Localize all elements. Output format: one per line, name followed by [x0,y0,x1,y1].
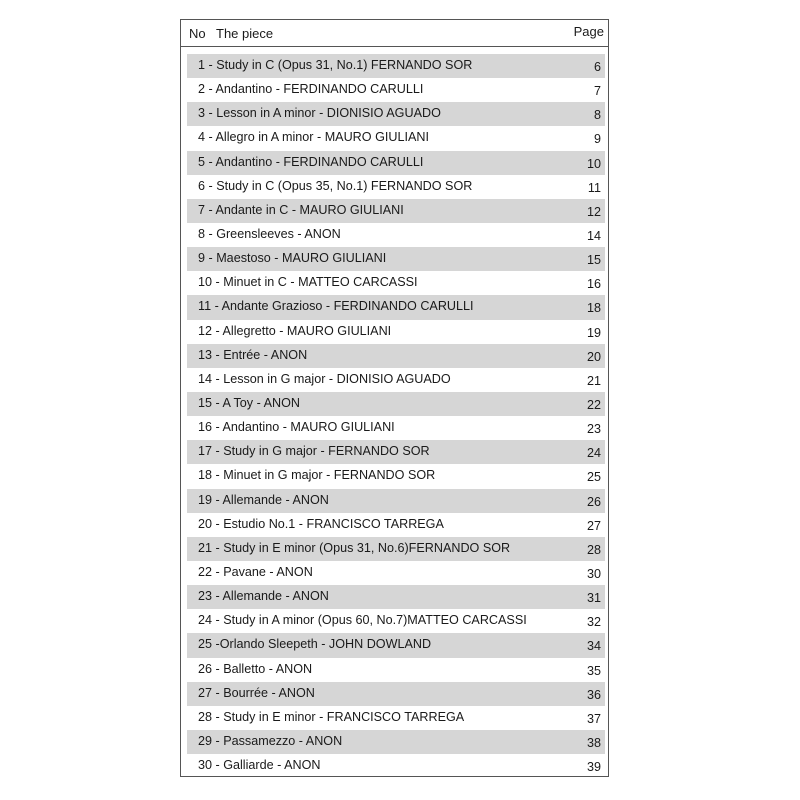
page-number: 26 [586,494,601,509]
page-number: 18 [586,301,601,316]
page-number: 14 [586,228,601,243]
piece-title: 9 - Maestoso - MAURO GIULIANI [198,251,387,266]
page-number: 31 [586,591,601,606]
page-number: 25 [586,470,601,485]
list-item [187,440,605,464]
list-item [187,754,605,778]
list-item [187,199,605,223]
list-item [187,247,605,271]
page-number: 15 [586,253,601,268]
page-number: 21 [586,373,601,388]
table-of-contents [180,19,609,777]
page-number: 7 [593,84,601,99]
page-number: 10 [586,156,601,171]
list-item [187,730,605,754]
page-number: 8 [593,108,601,123]
piece-title: 7 - Andante in C - MAURO GIULIANI [198,202,404,217]
list-item [187,706,605,730]
page-number: 19 [586,325,601,340]
page-number: 32 [586,615,601,630]
list-item [187,464,605,488]
piece-title: 20 - Estudio No.1 - FRANCISCO TARREGA [198,516,444,531]
page-number: 23 [586,422,601,437]
page-number: 34 [586,639,601,654]
list-item [187,658,605,682]
table-header [181,20,608,47]
list-item [187,175,605,199]
page-number: 30 [586,566,601,581]
list-item [187,271,605,295]
piece-title: 2 - Andantino - FERDINANDO CARULLI [198,82,424,97]
piece-title: 14 - Lesson in G major - DIONISIO AGUADO [198,371,451,386]
list-item [187,54,605,78]
list-item [187,223,605,247]
piece-title: 5 - Andantino - FERDINANDO CARULLI [198,154,424,169]
piece-title: 22 - Pavane - ANON [198,564,313,579]
list-item [187,416,605,440]
page-number: 27 [586,518,601,533]
piece-title: 21 - Study in E minor (Opus 31, No.6)FERNANDO SOR [198,540,511,555]
piece-title: 24 - Study in A minor (Opus 60, No.7)MATTEO CARCASSI [198,613,527,628]
piece-title: 23 - Allemande - ANON [198,589,329,604]
page-number: 24 [586,446,601,461]
list-item [187,537,605,561]
list-item [187,368,605,392]
list-item [187,609,605,633]
list-item [187,585,605,609]
page-number: 39 [586,760,601,775]
piece-title: 15 - A Toy - ANON [198,395,300,410]
page-number: 20 [586,349,601,364]
piece-title: 8 - Greensleeves - ANON [198,226,341,241]
piece-title: 30 - Galliarde - ANON [198,758,321,773]
list-item [187,392,605,416]
piece-list [187,54,605,778]
piece-title: 4 - Allegro in A minor - MAURO GIULIANI [198,130,429,145]
piece-title: 26 - Balletto - ANON [198,661,313,676]
list-item [187,682,605,706]
list-item [187,489,605,513]
page-number: 12 [586,204,601,219]
piece-title: 19 - Allemande - ANON [198,492,329,507]
header-page-label: Page [573,24,604,39]
page-number: 9 [593,132,601,147]
page-number: 16 [586,277,601,292]
header-no-label: No [189,26,206,41]
piece-title: 29 - Passamezzo - ANON [198,733,343,748]
list-item [187,320,605,344]
header-piece-label: The piece [216,26,274,41]
list-item [187,633,605,657]
piece-title: 10 - Minuet in C - MATTEO CARCASSI [198,275,418,290]
list-item [187,561,605,585]
page-number: 35 [586,663,601,678]
list-item [187,513,605,537]
piece-title: 18 - Minuet in G major - FERNANDO SOR [198,468,436,483]
piece-title: 1 - Study in C (Opus 31, No.1) FERNANDO SOR [198,58,473,72]
page-number: 28 [586,542,601,557]
page-number: 22 [586,397,601,412]
piece-title: 17 - Study in G major - FERNANDO SOR [198,444,430,459]
page-number: 11 [587,180,601,195]
piece-title: 12 - Allegretto - MAURO GIULIANI [198,323,392,338]
list-item [187,295,605,319]
list-item [187,344,605,368]
piece-title: 6 - Study in C (Opus 35, No.1) FERNANDO SOR [198,178,473,193]
piece-title: 13 - Entrée - ANON [198,347,308,362]
page-number: 6 [593,60,601,74]
page-number: 38 [586,735,601,750]
piece-title: 28 - Study in E minor - FRANCISCO TARREGA [198,709,465,724]
piece-title: 3 - Lesson in A minor - DIONISIO AGUADO [198,106,441,121]
page-number: 37 [586,711,601,726]
piece-title: 16 - Andantino - MAURO GIULIANI [198,420,395,435]
piece-title: 25 -Orlando Sleepeth - JOHN DOWLAND [198,637,432,652]
list-item [187,126,605,150]
list-item [187,78,605,102]
list-item [187,151,605,175]
page-number: 36 [586,687,601,702]
list-item [187,102,605,126]
piece-title: 27 - Bourrée - ANON [198,685,315,700]
piece-title: 11 - Andante Grazioso - FERDINANDO CARULLI [198,299,474,314]
